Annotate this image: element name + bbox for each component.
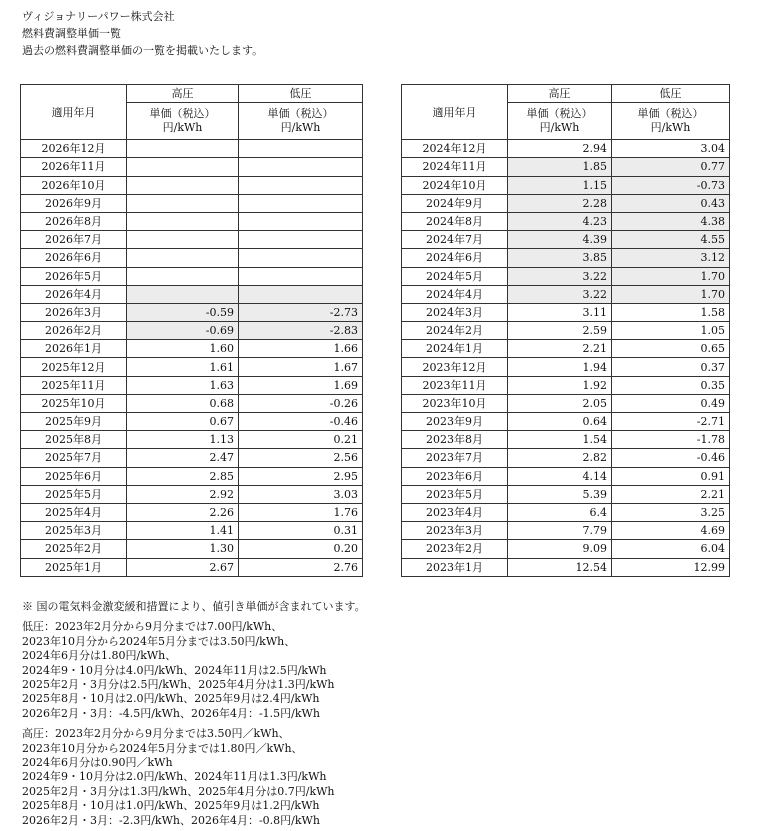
notes-section [22, 600, 366, 828]
month-cell: 2023年2月 [402, 540, 508, 558]
month-cell: 2024年10月 [402, 176, 508, 194]
month-cell: 2023年10月 [402, 394, 508, 412]
month-cell: 2025年4月 [21, 503, 127, 521]
table-row [402, 485, 730, 503]
month-column-header: 適用年月 [402, 85, 508, 140]
low-rate-cell: -2.73 [239, 303, 363, 321]
table-row [21, 322, 363, 340]
month-cell: 2026年10月 [21, 176, 127, 194]
high-rate-cell: 4.14 [508, 467, 612, 485]
low-rate-cell: 6.04 [612, 540, 730, 558]
low-rate-cell: 0.65 [612, 340, 730, 358]
month-cell: 2024年3月 [402, 303, 508, 321]
table-row [21, 540, 363, 558]
note-line: 2023年10月分から2024年5月分までは1.80円／kWh、 [22, 741, 303, 755]
note-line: 2023年10月分から2024年5月分までは3.50円/kWh、 [22, 634, 296, 648]
high-rate-cell: 2.85 [127, 467, 239, 485]
low-rate-cell: 1.69 [239, 376, 363, 394]
table-row [21, 358, 363, 376]
high-rate-cell: 0.64 [508, 413, 612, 431]
month-cell: 2023年3月 [402, 522, 508, 540]
note-line: 高圧：2023年2月分から9月分までは3.50円／kWh、 [22, 727, 290, 741]
month-cell: 2026年11月 [21, 158, 127, 176]
month-cell: 2025年2月 [21, 540, 127, 558]
month-cell: 2024年1月 [402, 340, 508, 358]
low-rate-cell: 0.35 [612, 376, 730, 394]
high-rate-cell: 1.94 [508, 358, 612, 376]
low-rate-cell: 0.21 [239, 431, 363, 449]
table-row [402, 340, 730, 358]
low-rate-cell: 3.04 [612, 140, 730, 158]
high-rate-cell: 2.82 [508, 449, 612, 467]
table-row [402, 376, 730, 394]
month-cell: 2025年6月 [21, 467, 127, 485]
high-rate-cell [127, 194, 239, 212]
month-cell: 2023年11月 [402, 376, 508, 394]
low-rate-cell: 0.20 [239, 540, 363, 558]
table-row [402, 249, 730, 267]
table-row [21, 413, 363, 431]
low-unit-header: 単価（税込） 円/kWh [239, 103, 363, 140]
high-rate-cell: -0.59 [127, 303, 239, 321]
month-cell: 2026年2月 [21, 322, 127, 340]
high-rate-cell: 1.60 [127, 340, 239, 358]
notes-intro: ※ 国の電気料金激変緩和措置により、値引き単価が含まれています。 [22, 600, 366, 613]
low-rate-cell: -0.46 [612, 449, 730, 467]
table-row [21, 467, 363, 485]
table-row [402, 322, 730, 340]
low-rate-cell: 3.25 [612, 503, 730, 521]
low-rate-cell: 4.69 [612, 522, 730, 540]
month-cell: 2026年9月 [21, 194, 127, 212]
high-rate-cell: 1.92 [508, 376, 612, 394]
high-unit-header: 単価（税込） 円/kWh [127, 103, 239, 140]
high-unit-header: 単価（税込） 円/kWh [508, 103, 612, 140]
high-rate-cell: 4.39 [508, 231, 612, 249]
low-rate-cell [239, 267, 363, 285]
high-rate-cell: 2.26 [127, 503, 239, 521]
note-line: 2025年2月・3月分は2.5円/kWh、2025年4月分は1.3円/kWh [22, 678, 335, 692]
table-row [21, 176, 363, 194]
month-cell: 2023年7月 [402, 449, 508, 467]
month-cell: 2024年11月 [402, 158, 508, 176]
high-rate-cell: 1.41 [127, 522, 239, 540]
month-cell: 2025年9月 [21, 413, 127, 431]
note-line: 2026年2月・3月：-4.5円/kWh、2026年4月：-1.5円/kWh [22, 706, 320, 720]
low-voltage-header: 低圧 [239, 85, 363, 103]
month-cell: 2024年4月 [402, 285, 508, 303]
month-cell: 2025年12月 [21, 358, 127, 376]
low-rate-cell: 0.37 [612, 358, 730, 376]
low-rate-cell: -2.83 [239, 322, 363, 340]
high-rate-cell: 0.68 [127, 394, 239, 412]
low-rate-cell: 0.77 [612, 158, 730, 176]
page-description: 過去の燃料費調整単価の一覧を掲載いたします。 [22, 44, 264, 57]
high-rate-cell: 1.85 [508, 158, 612, 176]
high-rate-cell: -0.69 [127, 322, 239, 340]
rates-table-right [401, 84, 730, 577]
high-rate-cell [127, 140, 239, 158]
note-line: 2024年6月分は0.90円／kWh [22, 756, 173, 770]
month-cell: 2025年10月 [21, 394, 127, 412]
month-cell: 2024年12月 [402, 140, 508, 158]
company-name: ヴィジョナリーパワー株式会社 [22, 10, 175, 23]
page-title: 燃料費調整単価一覧 [22, 27, 121, 40]
month-cell: 2025年8月 [21, 431, 127, 449]
high-rate-cell: 2.92 [127, 485, 239, 503]
low-rate-cell: -0.73 [612, 176, 730, 194]
table-row [402, 231, 730, 249]
month-cell: 2026年6月 [21, 249, 127, 267]
high-rate-cell [127, 285, 239, 303]
high-rate-cell: 1.63 [127, 376, 239, 394]
table-row [402, 431, 730, 449]
rates-table-left [20, 84, 363, 577]
high-rate-cell: 2.47 [127, 449, 239, 467]
low-rate-cell: 0.31 [239, 522, 363, 540]
month-cell: 2023年4月 [402, 503, 508, 521]
month-cell: 2026年3月 [21, 303, 127, 321]
low-rate-cell: 2.76 [239, 558, 363, 576]
high-rate-cell: 4.23 [508, 212, 612, 230]
month-cell: 2026年12月 [21, 140, 127, 158]
high-rate-cell: 3.85 [508, 249, 612, 267]
table-row [21, 340, 363, 358]
table-row [21, 394, 363, 412]
high-rate-cell: 1.30 [127, 540, 239, 558]
table-row [402, 522, 730, 540]
low-rate-cell: -0.26 [239, 394, 363, 412]
low-rate-cell: 1.76 [239, 503, 363, 521]
table-row [21, 212, 363, 230]
low-voltage-notes [22, 620, 366, 721]
high-rate-cell: 1.13 [127, 431, 239, 449]
high-rate-cell: 3.11 [508, 303, 612, 321]
low-rate-cell: -2.71 [612, 413, 730, 431]
high-rate-cell: 6.4 [508, 503, 612, 521]
high-rate-cell: 5.39 [508, 485, 612, 503]
table-row [21, 140, 363, 158]
table-row [402, 413, 730, 431]
high-rate-cell [127, 249, 239, 267]
high-rate-cell [127, 158, 239, 176]
month-cell: 2023年6月 [402, 467, 508, 485]
table-row [402, 303, 730, 321]
high-rate-cell [127, 231, 239, 249]
high-rate-cell [127, 267, 239, 285]
low-rate-cell: 2.56 [239, 449, 363, 467]
month-cell: 2023年5月 [402, 485, 508, 503]
note-line: 2025年2月・3月分は1.3円/kWh、2025年4月分は0.7円/kWh [22, 784, 335, 798]
low-rate-cell [239, 140, 363, 158]
table-row [21, 485, 363, 503]
note-line: 2025年8月・10月は2.0円/kWh、2025年9月は2.4円/kWh [22, 692, 320, 706]
month-cell: 2024年2月 [402, 322, 508, 340]
table-row [21, 267, 363, 285]
month-cell: 2025年1月 [21, 558, 127, 576]
high-voltage-header: 高圧 [508, 85, 612, 103]
month-cell: 2025年3月 [21, 522, 127, 540]
table-row [402, 194, 730, 212]
low-rate-cell: -1.78 [612, 431, 730, 449]
note-line: 2024年9・10月分は4.0円/kWh、2024年11月は2.5円/kWh [22, 663, 327, 677]
table-row [402, 285, 730, 303]
low-rate-cell: 1.66 [239, 340, 363, 358]
low-rate-cell: 3.03 [239, 485, 363, 503]
table-row [402, 449, 730, 467]
high-rate-cell: 2.05 [508, 394, 612, 412]
table-row [21, 503, 363, 521]
table-row [402, 467, 730, 485]
table-row [402, 212, 730, 230]
high-rate-cell: 2.21 [508, 340, 612, 358]
low-rate-cell [239, 285, 363, 303]
table-row [402, 540, 730, 558]
month-cell: 2025年5月 [21, 485, 127, 503]
month-cell: 2023年9月 [402, 413, 508, 431]
low-rate-cell: -0.46 [239, 413, 363, 431]
month-cell: 2023年12月 [402, 358, 508, 376]
high-rate-cell: 3.22 [508, 267, 612, 285]
low-rate-cell: 2.95 [239, 467, 363, 485]
note-line: 2024年6月分は1.80円/kWh、 [22, 649, 177, 663]
high-rate-cell: 1.15 [508, 176, 612, 194]
high-rate-cell: 12.54 [508, 558, 612, 576]
month-cell: 2024年6月 [402, 249, 508, 267]
month-cell: 2026年8月 [21, 212, 127, 230]
low-rate-cell [239, 249, 363, 267]
high-rate-cell [127, 212, 239, 230]
low-rate-cell: 0.43 [612, 194, 730, 212]
table-row [21, 158, 363, 176]
low-rate-cell: 1.58 [612, 303, 730, 321]
high-rate-cell: 7.79 [508, 522, 612, 540]
high-voltage-notes [22, 727, 366, 828]
low-rate-cell [239, 194, 363, 212]
high-rate-cell: 0.67 [127, 413, 239, 431]
high-rate-cell: 1.61 [127, 358, 239, 376]
month-cell: 2024年8月 [402, 212, 508, 230]
table-row [21, 303, 363, 321]
table-row [21, 249, 363, 267]
table-row [402, 158, 730, 176]
month-cell: 2024年5月 [402, 267, 508, 285]
high-rate-cell [127, 176, 239, 194]
page-header [22, 8, 263, 59]
month-cell: 2023年8月 [402, 431, 508, 449]
table-row [402, 394, 730, 412]
low-rate-cell: 1.70 [612, 285, 730, 303]
table-row [21, 376, 363, 394]
month-cell: 2025年7月 [21, 449, 127, 467]
high-voltage-header: 高圧 [127, 85, 239, 103]
low-unit-header: 単価（税込） 円/kWh [612, 103, 730, 140]
high-rate-cell: 2.59 [508, 322, 612, 340]
note-line: 低圧：2023年2月分から9月分までは7.00円/kWh、 [22, 620, 283, 634]
low-rate-cell: 1.05 [612, 322, 730, 340]
high-rate-cell: 3.22 [508, 285, 612, 303]
high-rate-cell: 2.67 [127, 558, 239, 576]
low-voltage-header: 低圧 [612, 85, 730, 103]
low-rate-cell: 0.49 [612, 394, 730, 412]
low-rate-cell: 12.99 [612, 558, 730, 576]
month-cell: 2025年11月 [21, 376, 127, 394]
table-row [21, 285, 363, 303]
high-rate-cell: 9.09 [508, 540, 612, 558]
month-cell: 2024年7月 [402, 231, 508, 249]
high-rate-cell: 2.28 [508, 194, 612, 212]
low-rate-cell: 1.70 [612, 267, 730, 285]
low-rate-cell [239, 231, 363, 249]
high-rate-cell: 2.94 [508, 140, 612, 158]
table-row [402, 358, 730, 376]
month-column-header: 適用年月 [21, 85, 127, 140]
low-rate-cell: 3.12 [612, 249, 730, 267]
month-cell: 2026年7月 [21, 231, 127, 249]
table-row [402, 267, 730, 285]
note-line: 2025年8月・10月は1.0円/kWh、2025年9月は1.2円/kWh [22, 799, 320, 813]
low-rate-cell: 4.38 [612, 212, 730, 230]
month-cell: 2023年1月 [402, 558, 508, 576]
low-rate-cell: 4.55 [612, 231, 730, 249]
table-row [402, 503, 730, 521]
note-line: 2024年9・10月分は2.0円/kWh、2024年11月は1.3円/kWh [22, 770, 327, 784]
table-row [21, 431, 363, 449]
low-rate-cell [239, 158, 363, 176]
high-rate-cell: 1.54 [508, 431, 612, 449]
table-row [21, 522, 363, 540]
low-rate-cell: 1.67 [239, 358, 363, 376]
table-row [21, 558, 363, 576]
table-row [21, 194, 363, 212]
low-rate-cell [239, 212, 363, 230]
table-row [21, 231, 363, 249]
table-row [402, 140, 730, 158]
low-rate-cell: 0.91 [612, 467, 730, 485]
table-row [402, 558, 730, 576]
month-cell: 2026年5月 [21, 267, 127, 285]
month-cell: 2026年1月 [21, 340, 127, 358]
table-row [21, 449, 363, 467]
month-cell: 2026年4月 [21, 285, 127, 303]
low-rate-cell: 2.21 [612, 485, 730, 503]
note-line: 2026年2月・3月：-2.3円/kWh、2026年4月：-0.8円/kWh [22, 813, 320, 827]
month-cell: 2024年9月 [402, 194, 508, 212]
low-rate-cell [239, 176, 363, 194]
table-row [402, 176, 730, 194]
